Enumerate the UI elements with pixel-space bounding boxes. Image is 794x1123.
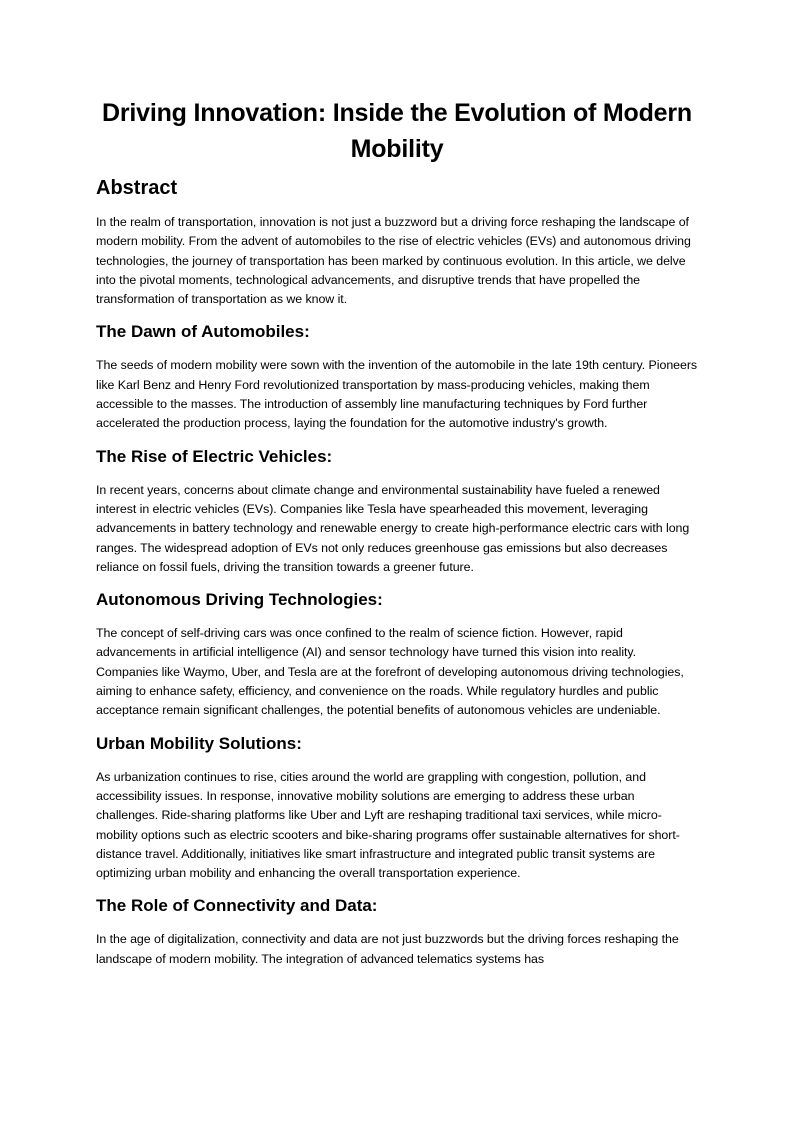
section-text-automobiles: The seeds of modern mobility were sown with the invention of the automobile in the late 19th century. Pioneers like Karl Benz and Henry Ford revolutionized transportation by mass-producing vehicles, making them accessible to the masses. The introduction of assembly line manufacturing techniques by Ford further accelerated the production process, laying the foundation for the automotive industry's growth.: [96, 358, 698, 431]
document-title: Driving Innovation: Inside the Evolution of Modern Mobility: [102, 99, 692, 163]
document-page: [96, 95, 698, 981]
section-text-electric-vehicles: In recent years, concerns about climate change and environmental sustainability have fueled a renewed interest in electric vehicles (EVs). Companies like Tesla have spearheaded this movement, leveraging advancements in battery technology and renewable energy to create high-performance electric cars with long ranges. The widespread adoption of EVs not only reduces greenhouse gas emissions but also decreases reliance on fossil fuels, driving the transition towards a greener future.: [96, 482, 690, 574]
section-heading-electric-vehicles: The Rise of Electric Vehicles:: [96, 446, 333, 466]
section-text-connectivity-data: In the age of digitalization, connectivity and data are not just buzzwords but the driving forces reshaping the landscape of modern mobility. The integration of advanced telematics systems has: [96, 932, 679, 966]
section-heading-connectivity-data: The Role of Connectivity and Data:: [96, 896, 378, 916]
section-text-autonomous-driving: The concept of self-driving cars was once confined to the realm of science fiction. However, rapid advancements in artificial intelligence (AI) and sensor technology have turned this vision into reality. Companies like Waymo, Uber, and Tesla are at the forefront of developing autonomous driving technologies, aiming to enhance safety, efficiency, and convenience on the roads. While regulatory hurdles and public acceptance remain significant challenges, the potential benefits of autonomous vehicles are undeniable.: [96, 626, 684, 718]
section-heading-urban-mobility: Urban Mobility Solutions:: [96, 733, 302, 753]
abstract-heading: Abstract: [96, 177, 178, 199]
section-heading-automobiles: The Dawn of Automobiles:: [96, 322, 310, 342]
section-heading-autonomous-driving: Autonomous Driving Technologies:: [96, 590, 383, 610]
section-text-urban-mobility: As urbanization continues to rise, cities around the world are grappling with congestion, pollution, and accessibility issues. In response, innovative mobility solutions are emerging to address these urban challenges. Ride-sharing platforms like Uber and Lyft are reshaping traditional taxi services, while micro-mobility options such as electric scooters and bike-sharing programs offer sustainable alternatives for short-distance travel. Additionally, initiatives like smart infrastructure and integrated public transit systems are optimizing urban mobility and enhancing the overall transportation experience.: [96, 769, 680, 881]
abstract-text: In the realm of transportation, innovation is not just a buzzword but a driving force reshaping the landscape of modern mobility. From the advent of automobiles to the rise of electric vehicles (EVs) and autonomous driving technologies, the journey of transportation has been marked by continuous evolution. In this article, we delve into the pivotal moments, technological advancements, and disruptive trends that have propelled the transformation of transportation as we know it.: [96, 215, 691, 307]
